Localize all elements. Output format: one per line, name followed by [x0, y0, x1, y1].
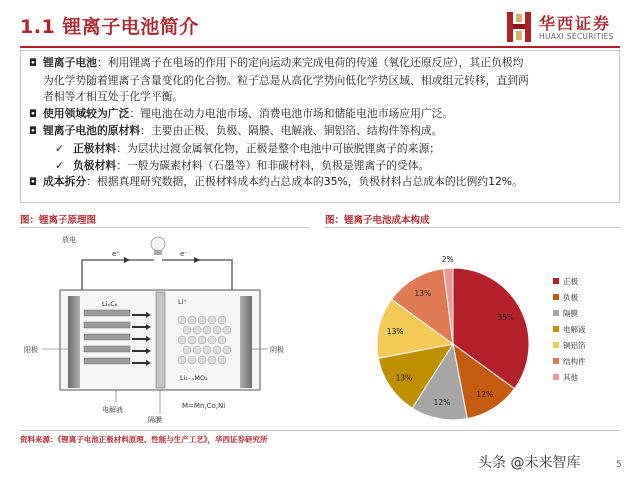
pie-label-1: 12% [476, 390, 494, 400]
legend-label-5: 结构件 [563, 357, 586, 366]
legend-label-4: 铜铝箔 [563, 341, 586, 350]
bulb-icon [151, 237, 165, 255]
pie-label-0: 35% [497, 313, 515, 323]
bullet-key: 使用领域较为广泛 [43, 106, 130, 120]
legend-swatch-2 [553, 310, 559, 316]
cost-pie-chart [325, 230, 620, 426]
li-ion-label: Li⁺ [178, 298, 187, 306]
bullet-cost [29, 174, 611, 192]
watermark: 头条 @未来智库 [478, 455, 581, 471]
cathode-label: 阴极 [270, 346, 284, 354]
bullet-text: ：主要由正极、负极、隔膜、电解液、铜铝箔、结构件等构成。 [140, 124, 443, 138]
pie-label-4: 13% [386, 327, 404, 337]
legend-label-3: 电解液 [563, 325, 586, 334]
electron-label-1: e⁻ [112, 250, 121, 258]
electrolyte-label: 电解液 [102, 406, 123, 414]
legend-swatch-5 [553, 358, 559, 364]
legend-swatch-6 [553, 374, 559, 380]
legend-swatch-0 [553, 278, 559, 284]
check-icon: ✓ [55, 158, 65, 172]
bullet-text: ：利用锂离子在电场的作用下的定向运动来完成电荷的传递（氧化还原反应），其正负极均 [96, 56, 524, 69]
summary-textbox [20, 50, 620, 203]
source-note: 资料来源：《锂离子电池正极材料原理、性能与生产工艺》，华西证券研究所 [20, 435, 268, 444]
bullet-li-ion-line2: 为化学势随着锂离子含量变化的化合物。粒子总是从高化学势向低化学势区域、相或组元转移，直到两 [43, 73, 529, 87]
bullet-text: ：根据真理研究数据，正极材料成本约占总成本的35%，负极材料占总成本的比例约12%。 [86, 175, 523, 189]
separator-membrane [156, 292, 165, 388]
bullet-key: 锂离子电池的原材料 [43, 124, 141, 138]
square-bullet-icon: ◘ [29, 177, 37, 189]
bullet-li-ion-line3: 者相等才相互处于化学平衡。 [43, 90, 184, 104]
bullet-text: ：一般为碳素材料（石墨等）和非碳材料，负极是锂离子的受体。 [116, 158, 430, 172]
wire-left [82, 260, 154, 292]
bullet-text: ：锂电池在动力电池市场、消费电池市场和储能电池市场应用广泛。 [129, 106, 454, 120]
cathode-plate [240, 296, 252, 388]
legend-swatch-1 [553, 294, 559, 300]
diagram-title-rule [20, 227, 310, 228]
page-number: 5 [616, 460, 622, 470]
logo-text-cn: 华西证券 [539, 14, 612, 33]
square-bullet-icon: ◘ [29, 108, 37, 120]
metal-label: M=Mn,Co,Ni [182, 402, 226, 410]
pie-label-3: 13% [395, 373, 413, 383]
page-title: 1.1 锂离子电池简介 [20, 16, 199, 38]
square-bullet-icon: ◘ [29, 58, 37, 69]
electron-label-2: e⁻ [180, 250, 189, 258]
brand-logo [505, 10, 635, 46]
chart-title-rule [325, 227, 620, 228]
li-ion-principle-diagram [20, 230, 310, 426]
lic6-label: LiₓC₆ [102, 300, 118, 308]
legend-label-0: 正极 [563, 277, 578, 286]
sub-bullet-anode [29, 158, 611, 175]
legend-label-6: 其他 [563, 373, 578, 382]
pie-label-5: 13% [414, 288, 432, 298]
pie-legend [553, 276, 586, 382]
check-icon: ✓ [55, 141, 65, 155]
legend-label-2: 隔膜 [563, 309, 578, 318]
bullet-key: 正极材料 [73, 141, 117, 155]
bullet-usage [29, 106, 611, 124]
legend-label-1: 负极 [563, 293, 578, 302]
discharge-label: 放电 [62, 236, 76, 244]
legend-swatch-3 [553, 326, 559, 332]
pie-slices [377, 268, 529, 420]
pie-label-6: 2% [441, 255, 454, 265]
separator-label: 隔膜 [148, 416, 162, 424]
bullet-key: 负极材料 [73, 158, 117, 172]
bullet-text: ：为层状过渡金属氧化物，正极是整个电池中可嵌脱锂离子的来源； [116, 141, 441, 155]
bullet-key: 锂离子电池 [43, 56, 97, 69]
chart-title: 图：锂离子电池成本构成 [325, 215, 430, 226]
diagram-title: 图：锂离子原理图 [20, 215, 97, 226]
title-divider [20, 46, 620, 48]
bullet-li-ion [29, 55, 611, 73]
anode-plate [68, 296, 80, 388]
bullet-materials [29, 123, 611, 141]
sub-bullet-cathode [29, 141, 611, 158]
limo2-label: Li₁₋ₓMO₂ [180, 374, 208, 382]
legend-swatch-4 [553, 342, 559, 348]
bullet-key: 成本拆分 [43, 175, 87, 189]
logo-text-en: HUAXI SECURITIES [539, 32, 614, 41]
square-bullet-icon: ◘ [29, 126, 37, 138]
footer-divider [20, 430, 620, 431]
electron-arrow-icon [194, 257, 200, 263]
anode-label: 阳极 [24, 346, 38, 354]
electron-arrow-icon [124, 257, 130, 263]
huaxi-logo-icon [505, 10, 533, 44]
pie-label-2: 12% [433, 398, 451, 408]
wire-right [162, 260, 232, 292]
